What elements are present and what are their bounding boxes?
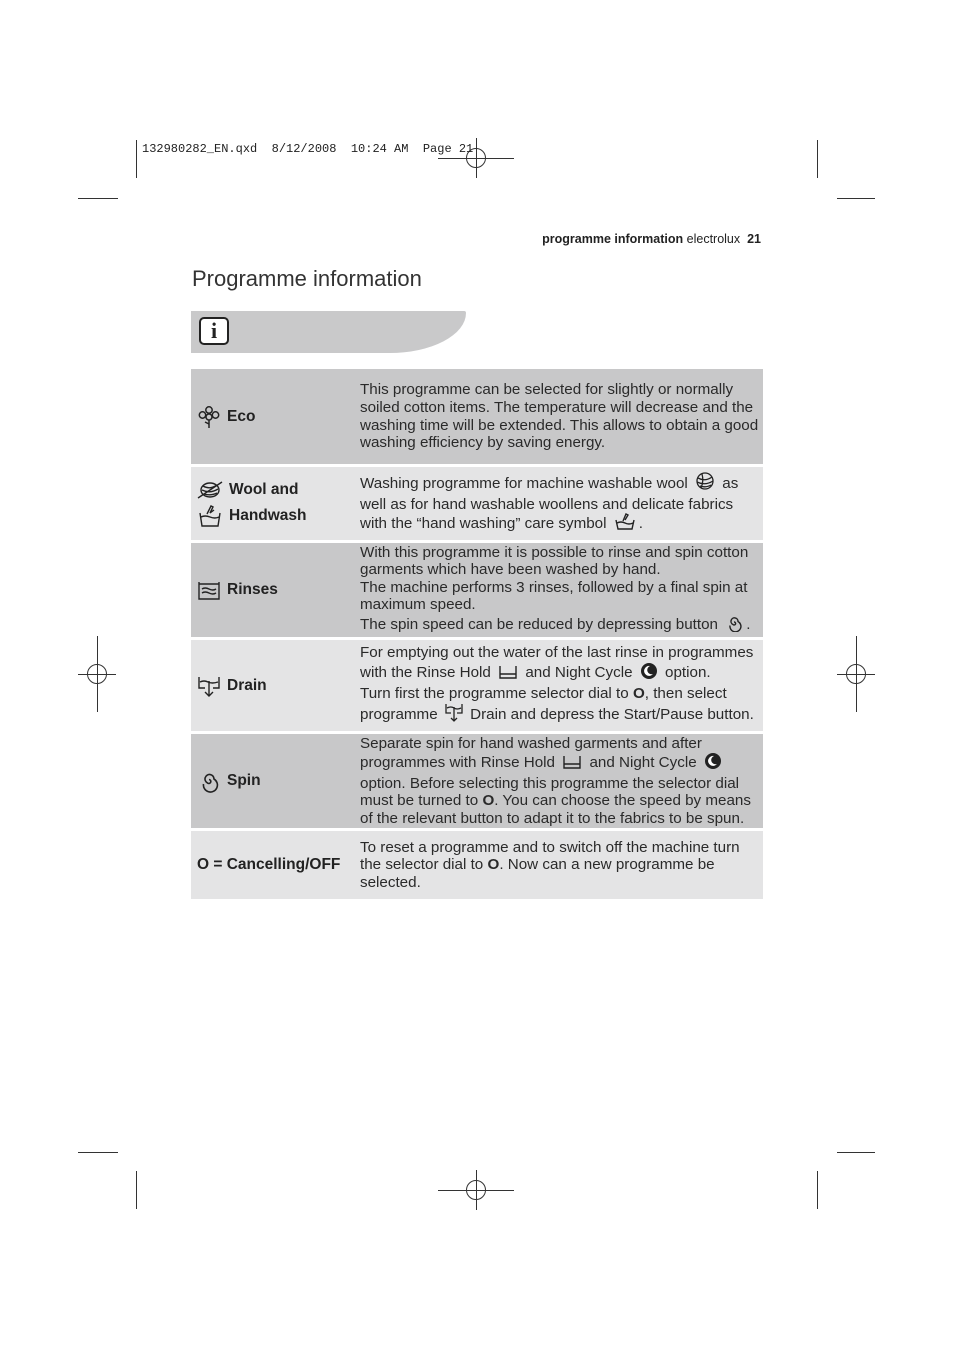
programme-name-cell [191,467,353,540]
table-row [191,369,763,467]
info-icon: i [199,317,229,345]
registration-circle [87,664,107,684]
programme-table [191,369,763,899]
table-row [191,543,763,640]
programme-description [353,831,763,899]
table-row [191,640,763,734]
spin-spiral-icon [197,769,221,793]
programme-description [353,467,763,540]
programme-description [353,369,763,464]
drain-icon [197,674,221,698]
crop-mark [136,140,137,178]
crop-mark [78,198,118,199]
programme-name-cell [191,543,353,637]
rinse-tub-icon [197,579,221,601]
crop-mark [817,1171,818,1209]
night-cycle-icon [704,752,722,775]
night-cycle-icon [640,662,658,685]
description-text: Turn first the programme selector dial to O, then select programme Drain and depress the Start/Pause button. [360,685,759,727]
programme-description [353,543,763,637]
info-tab [191,311,466,353]
description-text: Washing programme for machine washable wool as well as for hand washable woollens and delicate fabrics with the “hand washing” care symbol . [360,471,759,536]
table-row [191,467,763,543]
handwash-tub-icon [197,504,223,528]
page-title: Programme information [192,266,422,291]
programme-name-cell [191,369,353,464]
spin-spiral-icon [725,614,743,637]
description-text: Separate spin for hand washed garments and after programmes with Rinse Hold and Night Cycle option. Before selecting this programme the selector dial must be turned to O. You can choose the speed by means of the relevant button to adapt it to the fabrics to be spun. [360,734,751,827]
running-header [542,232,761,246]
eco-flower-icon [197,405,221,429]
table-row [191,734,763,831]
brand-name: electrolux [686,232,741,246]
crop-mark [136,1171,137,1209]
programme-name-line2: Handwash [229,506,307,524]
description-text: To reset a programme and to switch off the machine turn the selector dial to O. Now can a new programme be selected. [360,838,740,891]
crop-mark [817,140,818,178]
description-text: For emptying out the water of the last rinse in programmes with the Rinse Hold and Night Cycle option. [360,644,759,684]
programme-name-line1: Wool and [229,480,299,498]
wool-ball-icon [695,471,715,496]
rinse-hold-icon [498,664,518,685]
programme-description [353,640,763,731]
registration-circle [846,664,866,684]
programme-name-cell [191,831,353,899]
programme-name-cell [191,640,353,731]
wool-yarn-icon [197,480,223,500]
page-number: 21 [747,232,761,246]
programme-name: Eco [227,407,256,425]
crop-mark [837,198,875,199]
description-text: The machine performs 3 rinses, followed by a final spin at maximum speed. [360,578,748,614]
registration-circle [466,1180,486,1200]
section-name: programme information [542,232,684,246]
programme-name-cell [191,734,353,828]
description-text: The spin speed can be reduced by depressing button . [360,614,759,637]
programme-name: Rinses [227,581,278,598]
description-text: With this programme it is possible to rinse and spin cotton garments which have been washed by hand. [360,543,749,579]
hand-washing-care-icon [614,513,636,536]
crop-mark [837,1152,875,1153]
programme-name: Spin [227,772,261,789]
print-slug: 132980282_EN.qxd 8/12/2008 10:24 AM Page 21 [142,142,474,156]
programme-description [353,734,763,828]
programme-name: O = Cancelling/OFF [197,856,341,873]
rinse-hold-icon [562,754,582,775]
crop-mark [78,1152,118,1153]
description-text: This programme can be selected for slightly or normally soiled cotton items. The temperature will decrease and the washing time will be extended. This allows to obtain a good washing efficiency by saving energy. [360,381,759,452]
programme-name: Drain [227,676,267,694]
table-row [191,831,763,899]
drain-icon [445,702,463,727]
